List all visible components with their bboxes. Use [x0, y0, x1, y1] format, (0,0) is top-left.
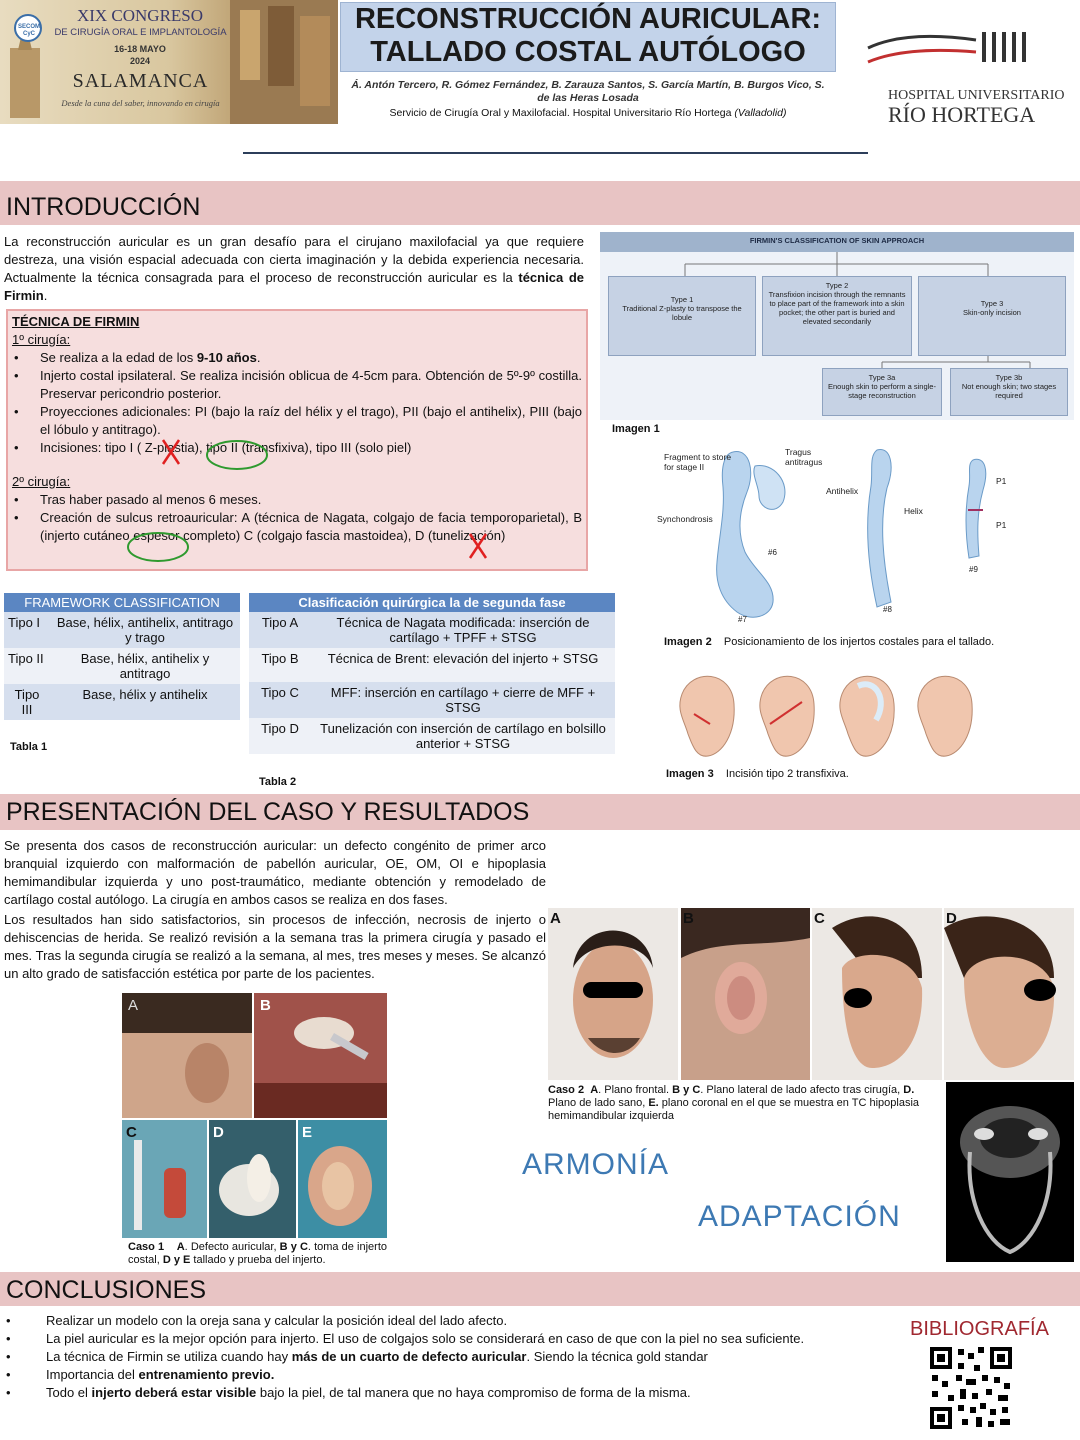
table-row: Tipo D Tunelización con inserción de cartílago en bolsillo anterior + STSG: [249, 718, 615, 754]
img2-label: Fragment to store for stage II: [664, 452, 732, 472]
bibliography-heading: BIBLIOGRAFÍA: [910, 1318, 1049, 1340]
table2-caption: Tabla 2: [259, 776, 297, 788]
img2-label: Tragus antitragus: [785, 447, 823, 467]
congress-dates: 16-18 MAYO: [114, 44, 166, 54]
surgery1-bullet: • Proyecciones adicionales: PI (bajo la raíz del hélix y el trago), PII (bajo el antihelix), PIII (bajo el lóbulo y antitrago).: [12, 403, 582, 439]
bibliography-qr-code[interactable]: [928, 1345, 1014, 1431]
title-line-1: RECONSTRUCCIÓN AURICULAR:: [354, 3, 822, 35]
image3-caption: Imagen 3 Incisión tipo 2 transfixiva.: [666, 768, 849, 780]
img2-label: P1: [996, 520, 1007, 530]
hospital-logo-mark: [866, 18, 1066, 88]
affiliation: Servicio de Cirugía Oral y Maxilofacial. Hospital Universitario Río Hortega (Valladolid): [389, 107, 787, 119]
hospital-name-line2: RÍO HORTEGA: [888, 102, 1036, 127]
img2-label: #9: [969, 565, 978, 574]
ct-scan-image: [946, 1082, 1074, 1262]
surgery1-title: 1º cirugía:: [12, 332, 71, 347]
word-adaptacion: ADAPTACIÓN: [698, 1200, 901, 1233]
hospital-name-line1: HOSPITAL UNIVERSITARIO: [888, 88, 1065, 103]
intro-paragraph: La reconstrucción auricular es un gran desafío para el cirujano maxilofacial ya que requiere destreza, una visión espacial adecuada con cierta imaginación y la debida experiencia necesaria. Actualmente la técnica consagrada para el proceso de reconstrucción auricular es la técnica de Firmin.: [4, 234, 584, 303]
conclusion-item: • Realizar un modelo con la oreja sana y calcular la posición ideal del lado afecto.: [4, 1312, 814, 1330]
case-title: PRESENTACIÓN DEL CASO Y RESULTADOS: [6, 798, 530, 826]
img2-label: #7: [738, 615, 747, 624]
conclusion-item: • La piel auricular es la mejor opción para injerto. El uso de colgajos solo se considerará en caso de que con la piel no sea suficiente.: [4, 1330, 814, 1348]
case2-photo-c: C: [812, 908, 942, 1080]
case2-photo-a: A: [548, 908, 678, 1080]
firmin-title: TÉCNICA DE FIRMIN: [12, 314, 140, 329]
img2-label: #6: [768, 548, 777, 557]
table-row: Tipo I Base, hélix, antihelix, antitrago y trago: [4, 612, 240, 648]
case1-photo-c: C: [122, 1120, 207, 1238]
table-row: Tipo C MFF: inserción en cartílago + cierre de MFF + STSG: [249, 682, 615, 718]
diagram-box-type3: Type 3 Skin-only incision: [918, 276, 1066, 356]
case1-photo-a-art: [122, 993, 252, 1118]
case1-caption: Caso 1 A. Defecto auricular, B y C. toma de injerto costal, D y E tallado y prueba del injerto.: [128, 1241, 388, 1266]
diagram-box-type3b: Type 3b Not enough skin; two stages required: [950, 368, 1068, 416]
intro-title: INTRODUCCIÓN: [6, 193, 201, 221]
table-row: Tipo II Base, hélix, antihelix y antitrago: [4, 648, 240, 684]
red-x-mark: [470, 534, 486, 558]
congress-city: SALAMANCA: [72, 70, 209, 92]
congress-name: XIX CONGRESO: [76, 6, 204, 25]
conclusion-item: • Importancia del entrenamiento previo.: [4, 1366, 814, 1384]
congress-motto: Desde la cuna del saber, innovando en cirugía: [61, 98, 220, 108]
table1-header: FRAMEWORK CLASSIFICATION: [4, 593, 240, 612]
green-circle-mark: [128, 533, 188, 561]
diagram-box-type1: Type 1 Traditional Z-plasty to transpose the lobule: [608, 276, 756, 356]
green-circle-mark: [207, 441, 267, 469]
surgery2-title: 2º cirugía:: [12, 474, 71, 489]
image1-caption: Imagen 1: [612, 423, 660, 435]
table-row: Tipo A Técnica de Nagata modificada: inserción de cartílago + TPFF + STSG: [249, 612, 615, 648]
diagram-box-type2: Type 2 Transfixion incision through the remnants to place part of the framework into a skin pocket; the other part is buried and elevated secondarily: [762, 276, 912, 356]
case2-caption: Caso 2 A. Plano frontal. B y C. Plano lateral de lado afecto tras cirugía, D. Plano de lado sano, E. plano coronal en el que se muestra en TC hipoplasia hemimandibular izquierda: [548, 1084, 920, 1122]
image2-caption: Imagen 2 Posicionamiento de los injertos costales para el tallado.: [664, 636, 995, 648]
annotation-marks: [0, 0, 600, 580]
ct-scan-image-art: [946, 1082, 1074, 1262]
case2-photo-b: B: [681, 908, 810, 1080]
case-paragraph-2: Los resultados han sido satisfactorios, sin procesos de infección, necrosis de injerto o dehiscencias de herida. Se realizó revisión a la semana tras la primera cirugía y pasado el mes. Tras la segunda cirugía se realizó a la semana, al mes, tres meses y meses. Se alcanzó un alto grado de satisfacción estética por parte de los pacientes.: [4, 912, 546, 981]
case-paragraph-1: Se presenta dos casos de reconstrucción auricular: un defecto congénito de primer arco branquial izquierdo con malformación de pabellón auricular, OE, OM, OI e hipoplasia hemimandibular izquierda y uno post-traumático, mediante obtención y remodelado de cartílago costal autólogo. La cirugía en ambos casos se realiza en dos fases.: [4, 838, 546, 907]
surgery2-bullet: • Creación de sulcus retroauricular: A (técnica de Nagata, colgajo de facia temporoparietal), B (injerto cutáneo espesor completo) C (colgajo fascia mastoidea), D (tunelización): [12, 509, 582, 545]
diagram-box-type3a: Type 3a Enough skin to perform a single-stage reconstruction: [822, 368, 942, 416]
surgery1-bullet: • Injerto costal ipsilateral. Se realiza incisión oblicua de 4-5cm para. Obtención de 5º-9º costilla. Preservar pericondrio posterior.: [12, 367, 582, 403]
img2-label: #8: [883, 605, 892, 614]
title-line-2: TALLADO COSTAL AUTÓLOGO: [370, 36, 806, 68]
img2-label: P1: [996, 476, 1007, 486]
conclusion-item: • La técnica de Firmin se utiliza cuando hay más de un cuarto de defecto auricular. Siendo la técnica gold standar: [4, 1348, 814, 1366]
ear-incision-illustration: [662, 664, 982, 768]
case2-photo-d: D: [944, 908, 1074, 1080]
case2-photo-c-art: [812, 908, 942, 1080]
case1-photo-b-art: [254, 993, 387, 1118]
second-phase-table: [249, 593, 615, 754]
case1-photo-e: E: [298, 1120, 387, 1238]
case2-photo-d-art: [944, 908, 1074, 1080]
img2-label: Helix: [904, 506, 923, 516]
congress-subtitle: DE CIRUGÍA ORAL E IMPLANTOLOGÍA: [54, 27, 227, 38]
society-logo: SECOM CyC: [14, 14, 42, 42]
table-row: Tipo III Base, hélix y antihelix: [4, 684, 240, 720]
surgery1-bullet: • Se realiza a la edad de los 9-10 años.: [12, 349, 582, 367]
surgery1-bullet: • Incisiones: tipo I ( Z-plastia), tipo II (transfixiva), tipo III (solo piel): [12, 439, 582, 457]
conclusion-item: • Todo el injerto deberá estar visible bajo la piel, de tal manera que no haya compromiso de forma de la misma.: [4, 1384, 814, 1402]
img2-label: Synchondrosis: [657, 514, 713, 524]
case2-photo-b-art: [681, 908, 810, 1080]
case1-photo-a: A: [122, 993, 252, 1118]
authors: Á. Antón Tercero, R. Gómez Fernández, B. Zarauza Santos, S. García Martín, B. Burgos Vico, S. de las Heras Losada: [351, 79, 825, 104]
table-row: Tipo B Técnica de Brent: elevación del injerto + STSG: [249, 648, 615, 682]
congress-year: 2024: [129, 56, 151, 66]
case2-photo-a-art: [548, 908, 678, 1080]
conclusions-title: CONCLUSIONES: [6, 1276, 207, 1304]
framework-classification-table: [4, 593, 240, 720]
table1-caption: Tabla 1: [10, 741, 48, 753]
hospital-logo: [866, 18, 1066, 128]
red-x-mark: [163, 440, 179, 464]
diagram-header: FIRMIN'S CLASSIFICATION OF SKIN APPROACH: [749, 236, 925, 245]
conclusions-list: [4, 1312, 814, 1402]
table2-header: Clasificación quirúrgica la de segunda fase: [249, 593, 615, 612]
qr-code-icon: [928, 1345, 1014, 1431]
word-armonia: ARMONÍA: [522, 1148, 670, 1181]
img2-label: Antihelix: [826, 486, 859, 496]
case1-photo-b: B: [254, 993, 387, 1118]
firmin-classification-diagram: [600, 232, 1074, 420]
surgery2-bullet: • Tras haber pasado al menos 6 meses.: [12, 491, 582, 509]
case1-photo-d: D: [209, 1120, 296, 1238]
